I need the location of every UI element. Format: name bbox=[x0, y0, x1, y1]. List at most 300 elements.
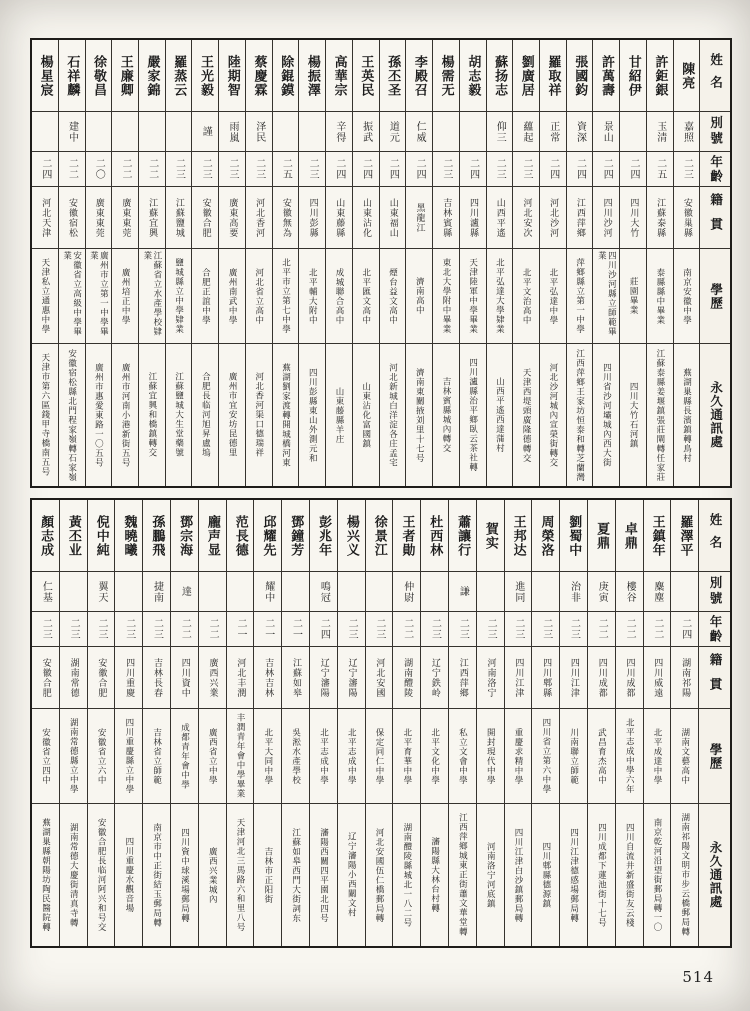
cell-name: 王廉卿 bbox=[112, 40, 138, 112]
cell-address: 湖南常德大慶街清真寺轉 bbox=[68, 822, 79, 928]
cell-address: 江西萍鄉王家坊恒泰和轉芝蘭灣 bbox=[574, 348, 585, 482]
cell-alias: 仁基 bbox=[32, 572, 59, 612]
cell-native: 江蘇宜興 bbox=[139, 187, 165, 249]
cell-name: 孫鵬飛 bbox=[143, 500, 170, 572]
cell-alias bbox=[282, 572, 309, 612]
cell-education: 四川重慶縣立中學 bbox=[115, 709, 142, 804]
cell-age: 二三 bbox=[192, 152, 218, 187]
cell-address: 湖南醴陵縣城北一八二号 bbox=[401, 822, 412, 928]
cell-age: 二三 bbox=[532, 612, 559, 647]
cell-name: 王光毅 bbox=[192, 40, 218, 112]
cell-age: 二四 bbox=[540, 152, 566, 187]
cell-native: 江西萍鄉 bbox=[567, 187, 593, 249]
cell-alias bbox=[366, 572, 393, 612]
cell-address: 廣州市惠愛東路一〇五号 bbox=[93, 362, 104, 468]
cell-education: 武昌育杰高中 bbox=[588, 709, 615, 804]
cell-age: 二一 bbox=[254, 612, 281, 647]
cell-native: 廣東東莞 bbox=[86, 187, 112, 249]
cell-education: 安徽省立六中 bbox=[88, 709, 115, 804]
cell-name: 羅蒸云 bbox=[166, 40, 192, 112]
entry-column bbox=[170, 500, 198, 946]
entry-column bbox=[138, 40, 165, 486]
header-name: 姓名 bbox=[699, 500, 730, 572]
cell-education: 北平弘達中學 bbox=[540, 249, 566, 344]
cell-alias bbox=[227, 572, 254, 612]
cell-education: 廣州市立第一中學畢業 bbox=[86, 249, 112, 344]
cell-alias bbox=[620, 112, 646, 152]
cell-name: 魏曉曦 bbox=[115, 500, 142, 572]
cell-address: 四川江津德感場郵局轉 bbox=[568, 827, 579, 923]
cell-name: 杜西林 bbox=[421, 500, 448, 572]
cell-alias: 仁威 bbox=[406, 112, 432, 152]
cell-name: 龐声显 bbox=[199, 500, 226, 572]
cell-name: 除錕鏌 bbox=[273, 40, 299, 112]
cell-address: 吉林市正阳街 bbox=[262, 846, 273, 904]
cell-native: 河北沙河 bbox=[540, 187, 566, 249]
cell-native: 四川資中 bbox=[171, 647, 198, 709]
cell-name: 蕭讓行 bbox=[449, 500, 476, 572]
cell-native: 四川沙河 bbox=[593, 187, 619, 249]
cell-alias bbox=[299, 112, 325, 152]
cell-name: 嚴家錦 bbox=[139, 40, 165, 112]
cell-address: 合肥長临河旭昇盧塢 bbox=[200, 372, 211, 458]
entry-column bbox=[531, 500, 559, 946]
cell-alias: 翼天 bbox=[88, 572, 115, 612]
cell-address: 南京市中正街結玉郵局轉 bbox=[151, 822, 162, 928]
entry-column bbox=[504, 500, 532, 946]
cell-age: 二二 bbox=[171, 612, 198, 647]
cell-age: 二三 bbox=[115, 612, 142, 647]
cell-address: 四川江津白沙鎮郵局轉 bbox=[513, 827, 524, 923]
cell-age: 二三 bbox=[674, 152, 700, 187]
cell-education: 濟南高中 bbox=[406, 249, 432, 344]
cell-age: 二四 bbox=[671, 612, 698, 647]
cell-address: 山西平遙西達蒲村 bbox=[494, 377, 505, 453]
cell-education: 江蘇省立水產學校肄業 bbox=[139, 249, 165, 344]
entry-column bbox=[85, 40, 112, 486]
header-education: 學歷 bbox=[699, 709, 730, 804]
cell-alias bbox=[273, 112, 299, 152]
cell-native: 辽宁鉄岭 bbox=[421, 647, 448, 709]
entry-column bbox=[58, 40, 85, 486]
cell-alias bbox=[338, 572, 365, 612]
cell-age: 二二 bbox=[393, 612, 420, 647]
cell-education: 北平匯文高中 bbox=[353, 249, 379, 344]
cell-native: 四川江津 bbox=[505, 647, 532, 709]
cell-name: 卓鼎 bbox=[616, 500, 643, 572]
cell-address: 江西萍鄉城東正街蕭文華堂轉 bbox=[457, 813, 468, 937]
cell-address: 山東藤縣羊庄 bbox=[334, 386, 344, 444]
entry-column bbox=[32, 40, 58, 486]
cell-address: 蕪湖巢縣朝陽坊陶民醫院轉 bbox=[40, 818, 51, 932]
cell-education: 成都青年會中學 bbox=[171, 709, 198, 804]
cell-name: 范長德 bbox=[227, 500, 254, 572]
cell-education: 北平育華中學 bbox=[393, 709, 420, 804]
cell-education: 南京安徽中學 bbox=[674, 249, 700, 344]
cell-education: 丰潤青年會中學畢業 bbox=[227, 709, 254, 804]
cell-education: 重慶求精中學 bbox=[505, 709, 532, 804]
header-native: 籍貫 bbox=[700, 187, 730, 249]
cell-education: 湖南文藝高中 bbox=[671, 709, 698, 804]
cell-education: 東北大學附中畢業 bbox=[433, 249, 459, 344]
cell-address: 四川大竹石河鎮 bbox=[628, 381, 639, 449]
entry-column bbox=[281, 500, 309, 946]
cell-age: 二四 bbox=[567, 152, 593, 187]
cell-native: 辽宁瀋陽 bbox=[310, 647, 337, 709]
cell-alias: 庚寅 bbox=[588, 572, 615, 612]
entry-column bbox=[405, 40, 432, 486]
cell-alias: 正常 bbox=[540, 112, 566, 152]
cell-education: 鹽城縣立中學肄業 bbox=[166, 249, 192, 344]
entry-column bbox=[670, 500, 698, 946]
entry-column bbox=[432, 40, 459, 486]
entry-column bbox=[592, 40, 619, 486]
cell-alias: 雨嵐 bbox=[219, 112, 245, 152]
cell-age: 二五 bbox=[273, 152, 299, 187]
cell-native: 吉林長春 bbox=[143, 647, 170, 709]
cell-name: 楊兴义 bbox=[338, 500, 365, 572]
cell-name: 徐景江 bbox=[366, 500, 393, 572]
cell-alias bbox=[671, 572, 698, 612]
cell-age: 二二 bbox=[644, 612, 671, 647]
cell-education: 四川省立第六中學 bbox=[532, 709, 559, 804]
cell-alias bbox=[477, 572, 504, 612]
entry-column bbox=[337, 500, 365, 946]
cell-name: 顏志成 bbox=[32, 500, 59, 572]
cell-education: 北平弘達大學肄業 bbox=[487, 249, 513, 344]
cell-address: 四川省沙河壩城內西大街 bbox=[601, 362, 612, 468]
cell-age: 二三 bbox=[560, 612, 587, 647]
cell-address: 濟南東關掖刘里十七号 bbox=[414, 367, 425, 463]
cell-name: 石祥麟 bbox=[59, 40, 85, 112]
cell-alias: 進同 bbox=[505, 572, 532, 612]
cell-alias: 建中 bbox=[59, 112, 85, 152]
cell-name: 楊需无 bbox=[433, 40, 459, 112]
cell-native: 湖南醴陵 bbox=[393, 647, 420, 709]
cell-native: 河北天津 bbox=[32, 187, 58, 249]
cell-education: 煙台益文高中 bbox=[380, 249, 406, 344]
cell-name: 劉廣居 bbox=[513, 40, 539, 112]
cell-name: 許鉅銀 bbox=[647, 40, 673, 112]
cell-education: 北平志成中學 bbox=[338, 709, 365, 804]
cell-alias: 蘊起 bbox=[513, 112, 539, 152]
cell-address: 天津西堤頭廣隆德轉交 bbox=[521, 367, 532, 463]
cell-address: 河北新城白洋淀各庄孟宅 bbox=[387, 362, 398, 468]
cell-native: 吉林吉林 bbox=[254, 647, 281, 709]
entry-column bbox=[392, 500, 420, 946]
cell-education: 安徽省立四中 bbox=[32, 709, 59, 804]
cell-age: 二二 bbox=[588, 612, 615, 647]
cell-address: 河北安國伍仁橋郵局轉 bbox=[374, 827, 385, 923]
cell-education: 天津陸軍中學畢業 bbox=[460, 249, 486, 344]
entry-column bbox=[379, 40, 406, 486]
cell-native: 安徽宿松 bbox=[59, 187, 85, 249]
cell-education: 北平志成中學 bbox=[310, 709, 337, 804]
cell-native: 江蘇鹽城 bbox=[166, 187, 192, 249]
cell-alias: 玉清 bbox=[647, 112, 673, 152]
entry-column bbox=[365, 500, 393, 946]
cell-address: 安徽合肥長临河阿兴和号交 bbox=[96, 818, 107, 932]
cell-native: 河北香河 bbox=[246, 187, 272, 249]
cell-education: 安徽省立高級中學畢業 bbox=[59, 249, 85, 344]
cell-address: 蕪湖劉家渡轉開城橋河東 bbox=[280, 362, 291, 468]
entry-column bbox=[566, 40, 593, 486]
cell-age: 二四 bbox=[380, 152, 406, 187]
cell-name: 羅取祥 bbox=[540, 40, 566, 112]
cell-address: 四川成都下蓮池街十七号 bbox=[596, 822, 607, 928]
entry-column bbox=[673, 40, 700, 486]
entry-column bbox=[619, 40, 646, 486]
cell-age: 二三 bbox=[433, 152, 459, 187]
cell-alias bbox=[166, 112, 192, 152]
cell-name: 張國鈞 bbox=[567, 40, 593, 112]
cell-education: 廣州南武中學 bbox=[219, 249, 245, 344]
cell-address: 江蘇宜興和橋鎮轉交 bbox=[146, 372, 157, 458]
cell-native: 湖南常德 bbox=[60, 647, 87, 709]
cell-alias: 耀中 bbox=[254, 572, 281, 612]
cell-age: 二四 bbox=[32, 152, 58, 187]
cell-name: 楊星宸 bbox=[32, 40, 58, 112]
cell-address: 南京乾河沿望街郵局轉一〇 bbox=[652, 818, 662, 932]
cell-native: 四川大竹 bbox=[620, 187, 646, 249]
header-native: 籍貫 bbox=[699, 647, 730, 709]
cell-age: 二四 bbox=[620, 152, 646, 187]
entry-column bbox=[198, 500, 226, 946]
cell-age: 二三 bbox=[246, 152, 272, 187]
cell-native: 河北安國 bbox=[366, 647, 393, 709]
cell-address: 天津市第六區錢甲寺橋南五号 bbox=[39, 353, 50, 477]
cell-native: 河北安次 bbox=[513, 187, 539, 249]
cell-age: 二三 bbox=[421, 612, 448, 647]
header-age: 年齡 bbox=[700, 152, 730, 187]
cell-alias: 道元 bbox=[380, 112, 406, 152]
cell-address: 河南洛宁河底鎮 bbox=[485, 841, 496, 909]
cell-alias: 仰三 bbox=[487, 112, 513, 152]
cell-address: 安徽宿松縣北門程家嶺轉石家嶺 bbox=[66, 348, 77, 482]
cell-name: 高華宗 bbox=[326, 40, 352, 112]
cell-age: 二三 bbox=[449, 612, 476, 647]
cell-education: 私立文會中學 bbox=[449, 709, 476, 804]
cell-native: 安徽合肥 bbox=[32, 647, 59, 709]
cell-address: 四川資中球溪場郵局轉 bbox=[179, 827, 190, 923]
cell-name: 蔡慶霖 bbox=[246, 40, 272, 112]
cell-age: 二三 bbox=[299, 152, 325, 187]
entry-column bbox=[559, 500, 587, 946]
cell-age: 二三 bbox=[513, 152, 539, 187]
cell-name: 夏鼎 bbox=[588, 500, 615, 572]
cell-alias bbox=[199, 572, 226, 612]
cell-age: 二三 bbox=[366, 612, 393, 647]
cell-native: 四川重慶 bbox=[115, 647, 142, 709]
cell-education: 北平成達中學 bbox=[644, 709, 671, 804]
cell-age: 二三 bbox=[338, 612, 365, 647]
cell-name: 鄧鐘芳 bbox=[282, 500, 309, 572]
cell-name: 甘紹伊 bbox=[620, 40, 646, 112]
cell-age: 二五 bbox=[647, 152, 673, 187]
cell-native: 山東沾化 bbox=[353, 187, 379, 249]
cell-age: 二三 bbox=[166, 152, 192, 187]
cell-alias: 嘉照 bbox=[674, 112, 700, 152]
cell-native: 安徽無為 bbox=[273, 187, 299, 249]
entry-column bbox=[420, 500, 448, 946]
cell-age: 二二 bbox=[59, 152, 85, 187]
cell-education: 萍鄉縣立第一中學 bbox=[567, 249, 593, 344]
cell-education: 天津私立通惠中學 bbox=[32, 249, 58, 344]
cell-name: 陳亮 bbox=[674, 40, 700, 112]
cell-native: 山東藤縣 bbox=[326, 187, 352, 249]
cell-education: 合肥正誼中學 bbox=[192, 249, 218, 344]
entry-column bbox=[87, 500, 115, 946]
cell-education: 湖南常德縣立中學 bbox=[60, 709, 87, 804]
entry-column bbox=[486, 40, 513, 486]
cell-alias: 謹 bbox=[192, 112, 218, 152]
cell-name: 孫丕圣 bbox=[380, 40, 406, 112]
cell-education: 北平大同中學 bbox=[254, 709, 281, 804]
cell-name: 王英民 bbox=[353, 40, 379, 112]
cell-alias: 捷南 bbox=[143, 572, 170, 612]
cell-name: 邱耀先 bbox=[254, 500, 281, 572]
cell-age: 二四 bbox=[353, 152, 379, 187]
cell-address: 瀋陽西關四平園北四号 bbox=[318, 827, 329, 923]
cell-education: 莊園畢業 bbox=[620, 249, 646, 344]
entry-column bbox=[309, 500, 337, 946]
cell-native: 四川彭縣 bbox=[299, 187, 325, 249]
entry-column bbox=[643, 500, 671, 946]
entry-column bbox=[272, 40, 299, 486]
cell-name: 胡志毅 bbox=[460, 40, 486, 112]
cell-education: 四川沙河縣立師範畢業 bbox=[593, 249, 619, 344]
cell-alias bbox=[139, 112, 165, 152]
cell-education: 廣西省立中學 bbox=[199, 709, 226, 804]
cell-native: 湖南祁陽 bbox=[671, 647, 698, 709]
cell-age: 二二 bbox=[616, 612, 643, 647]
cell-alias: 仲尉 bbox=[393, 572, 420, 612]
cell-native: 安徽合肥 bbox=[88, 647, 115, 709]
cell-name: 周榮洛 bbox=[532, 500, 559, 572]
cell-name: 倪中純 bbox=[88, 500, 115, 572]
cell-native: 江蘇如皋 bbox=[282, 647, 309, 709]
cell-address: 四川自流井新盛街友云棧 bbox=[624, 822, 635, 928]
entry-column bbox=[539, 40, 566, 486]
cell-age: 二四 bbox=[406, 152, 432, 187]
entry-column bbox=[59, 500, 87, 946]
cell-education: 成城聯合高中 bbox=[326, 249, 352, 344]
entry-column bbox=[325, 40, 352, 486]
entry-column bbox=[459, 40, 486, 486]
entry-column bbox=[218, 40, 245, 486]
entry-column bbox=[226, 500, 254, 946]
cell-name: 徐敬昌 bbox=[86, 40, 112, 112]
cell-native: 四川威遠 bbox=[644, 647, 671, 709]
cell-address: 四川彭縣東山外測元和 bbox=[307, 367, 318, 463]
cell-address: 四川瀘縣治平鄉臥云茶社轉 bbox=[467, 358, 478, 472]
cell-alias bbox=[460, 112, 486, 152]
entry-column bbox=[111, 40, 138, 486]
cell-native: 廣東東莞 bbox=[112, 187, 138, 249]
page-number: 514 bbox=[682, 968, 714, 986]
cell-address: 山東沾化富國鎮 bbox=[360, 381, 371, 449]
header-column bbox=[699, 40, 730, 486]
cell-age: 二三 bbox=[88, 612, 115, 647]
cell-alias: 辛得 bbox=[326, 112, 352, 152]
entry-column bbox=[191, 40, 218, 486]
header-address: 永久通訊處 bbox=[707, 841, 723, 909]
cell-native: 山西平遙 bbox=[487, 187, 513, 249]
cell-address: 江蘇泰縣姜堰鎮張莊閘轉任家莊 bbox=[654, 348, 665, 482]
entry-column bbox=[512, 40, 539, 486]
cell-age: 二四 bbox=[460, 152, 486, 187]
cell-native: 四川成都 bbox=[616, 647, 643, 709]
cell-address: 吉林賓縣城內轉交 bbox=[440, 377, 451, 453]
cell-alias: 振武 bbox=[353, 112, 379, 152]
cell-education: 廣州培正中學 bbox=[112, 249, 138, 344]
cell-education: 北平文治高中 bbox=[513, 249, 539, 344]
cell-alias: 麋塵 bbox=[644, 572, 671, 612]
cell-address: 河北香河渠口德瑞祥 bbox=[253, 372, 264, 458]
cell-alias bbox=[86, 112, 112, 152]
cell-age: 二一 bbox=[227, 612, 254, 647]
cell-education: 北平文化中學 bbox=[421, 709, 448, 804]
cell-alias: 謙 bbox=[449, 572, 476, 612]
cell-name: 黃丕业 bbox=[60, 500, 87, 572]
cell-address: 廣西兴業城內 bbox=[207, 846, 218, 904]
header-age: 年齡 bbox=[699, 612, 730, 647]
cell-native: 江蘇泰縣 bbox=[647, 187, 673, 249]
roster-table-bottom bbox=[30, 498, 732, 948]
cell-alias bbox=[433, 112, 459, 152]
cell-address: 蕪湖巢縣長濱鎮轉鳥村 bbox=[681, 367, 692, 463]
cell-name: 許萬壽 bbox=[593, 40, 619, 112]
cell-alias: 治非 bbox=[560, 572, 587, 612]
cell-age: 二三 bbox=[219, 152, 245, 187]
cell-name: 彭兆年 bbox=[310, 500, 337, 572]
cell-alias bbox=[532, 572, 559, 612]
cell-name: 蘇扬志 bbox=[487, 40, 513, 112]
cell-native: 辽宁瀋陽 bbox=[338, 647, 365, 709]
entry-column bbox=[165, 40, 192, 486]
cell-address: 河北沙河城內宣榮街轉交 bbox=[547, 362, 558, 468]
cell-native: 山東福山 bbox=[380, 187, 406, 249]
cell-alias: 樓谷 bbox=[616, 572, 643, 612]
cell-native: 廣東高要 bbox=[219, 187, 245, 249]
cell-alias: 資深 bbox=[567, 112, 593, 152]
cell-native: 安徽合肥 bbox=[192, 187, 218, 249]
cell-age: 二四 bbox=[310, 612, 337, 647]
cell-alias bbox=[112, 112, 138, 152]
cell-age: 二二 bbox=[112, 152, 138, 187]
cell-age: 二三 bbox=[477, 612, 504, 647]
header-column bbox=[698, 500, 730, 946]
cell-name: 王者勛 bbox=[393, 500, 420, 572]
cell-education: 吳淞水產學校 bbox=[282, 709, 309, 804]
entry-column bbox=[587, 500, 615, 946]
cell-name: 賀实 bbox=[477, 500, 504, 572]
entry-column bbox=[646, 40, 673, 486]
cell-native: 安徽巢縣 bbox=[674, 187, 700, 249]
entry-column bbox=[32, 500, 59, 946]
cell-native: 黑龍江 bbox=[406, 187, 432, 249]
cell-education: 河北省立高中 bbox=[246, 249, 272, 344]
cell-education: 川南聯立師範 bbox=[560, 709, 587, 804]
cell-address: 江蘇鹽城大生堂藥號 bbox=[173, 372, 184, 458]
entry-column bbox=[114, 500, 142, 946]
header-address: 永久通訊處 bbox=[708, 381, 724, 449]
cell-name: 劉蜀中 bbox=[560, 500, 587, 572]
cell-native: 江西萍鄉 bbox=[449, 647, 476, 709]
cell-age: 二一 bbox=[282, 612, 309, 647]
cell-name: 羅澤平 bbox=[671, 500, 698, 572]
entry-column bbox=[253, 500, 281, 946]
